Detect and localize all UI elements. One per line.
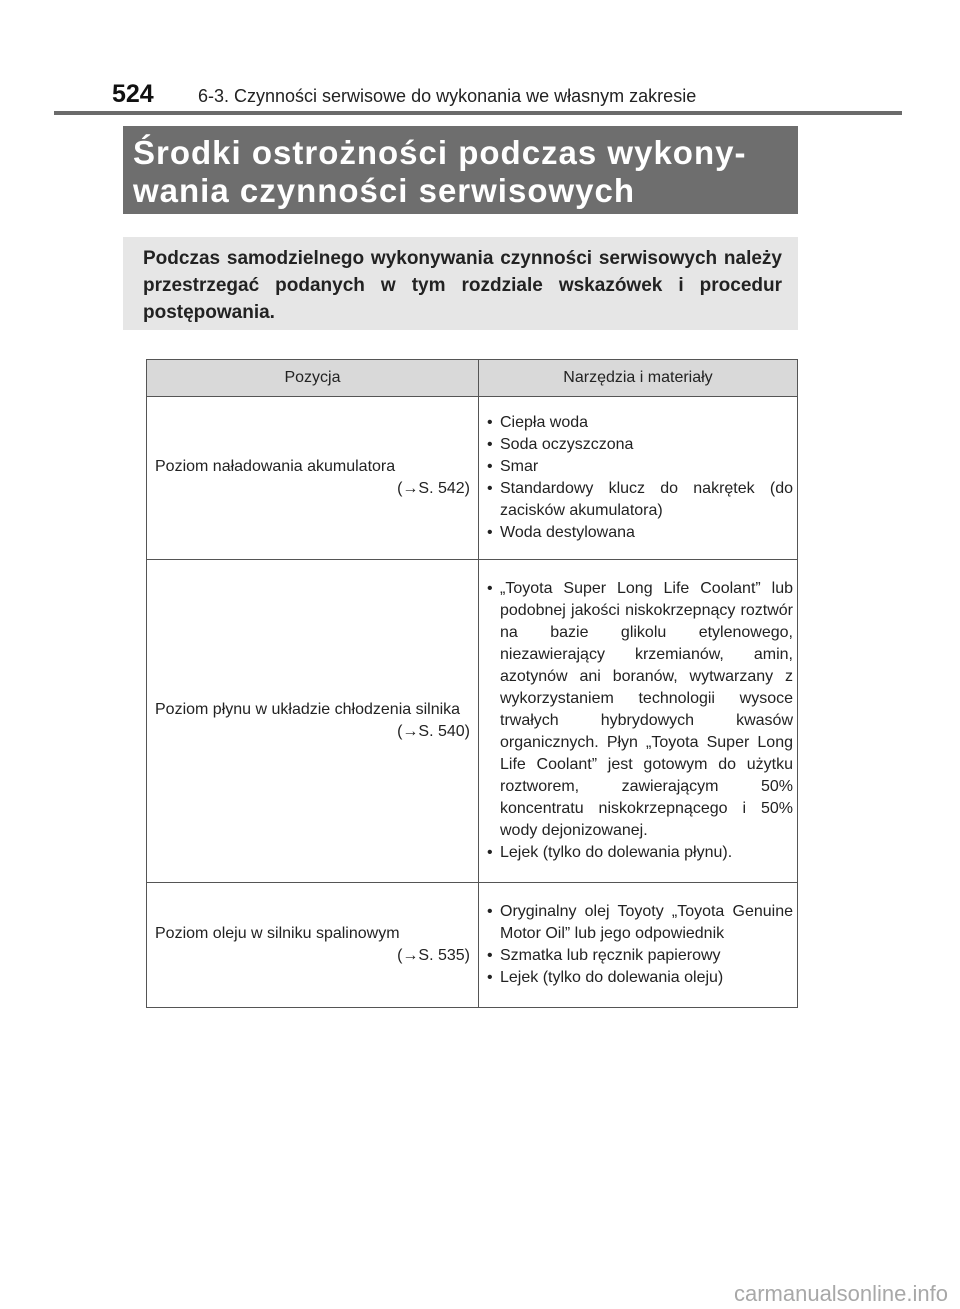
tools-table bbox=[146, 359, 798, 1008]
intro-text: Podczas samodzielnego wykonywania czynności serwisowych należy przestrzegać podanych w tym rozdziale wskazówek i procedur postępowania. bbox=[143, 248, 782, 323]
materials-cell bbox=[479, 397, 798, 560]
materials-cell bbox=[479, 883, 798, 1008]
page-title-line2: wania czynności serwisowych bbox=[133, 172, 636, 209]
position-text: Poziom oleju w silniku spalinowym bbox=[155, 925, 400, 942]
materials-list bbox=[487, 578, 793, 864]
header-position: Pozycja bbox=[147, 360, 479, 397]
list-item: • Oryginalny olej Toyoty „Toyota Genuine Motor Oil” lub jego odpowiednik bbox=[487, 901, 793, 945]
table-row bbox=[147, 397, 798, 560]
table-row bbox=[147, 560, 798, 883]
position-cell bbox=[147, 397, 479, 560]
page-reference: (→S. 542) bbox=[397, 480, 470, 497]
page-reference: (→S. 540) bbox=[397, 723, 470, 740]
list-item: • Woda destylowana bbox=[487, 522, 793, 544]
page-header bbox=[112, 80, 696, 109]
position-text: Poziom płynu w układzie chłodzenia silnika bbox=[155, 701, 461, 718]
header-materials: Narzędzia i materiały bbox=[479, 360, 798, 397]
page-title-line1: Środki ostrożności podczas wykony- bbox=[133, 134, 747, 171]
materials-list bbox=[487, 412, 793, 544]
list-item: • „Toyota Super Long Life Coolant” lub podobnej jakości niskokrzepnący roztwór na bazie glikolu etylenowego, niezawierający krzemianów, amin, azotynów ani boranów, wytwarzany z wykorzystaniem technologii wysoce trwałych hybrydowych kwasów organicznych. Płyn „Toyota Super Long Life Coolant” jest gotowym do użytku roztworem, zawierającym 50% koncentratu niskokrzepnącego i 50% wody dejonizowanej. bbox=[487, 578, 793, 842]
list-item: • Szmatka lub ręcznik papierowy bbox=[487, 945, 793, 967]
page-title bbox=[133, 134, 788, 210]
page-reference: (→S. 535) bbox=[397, 947, 470, 964]
position-cell bbox=[147, 883, 479, 1008]
section-title: 6-3. Czynności serwisowe do wykonania we własnym zakresie bbox=[198, 86, 697, 106]
list-item: • Standardowy klucz do nakrętek (do zacisków akumulatora) bbox=[487, 478, 793, 522]
position-text: Poziom naładowania akumulatora bbox=[155, 458, 396, 475]
list-item: • Smar bbox=[487, 456, 793, 478]
page-number: 524 bbox=[112, 80, 154, 108]
position-cell bbox=[147, 560, 479, 883]
table-row bbox=[147, 883, 798, 1008]
list-item: • Ciepła woda bbox=[487, 412, 793, 434]
intro-box bbox=[123, 237, 798, 330]
list-item: • Lejek (tylko do dolewania oleju) bbox=[487, 967, 793, 989]
list-item: • Soda oczyszczona bbox=[487, 434, 793, 456]
materials-list bbox=[487, 901, 793, 989]
title-box bbox=[123, 126, 798, 214]
watermark: carmanualsonline.info bbox=[733, 1281, 948, 1306]
header-rule bbox=[54, 111, 902, 115]
materials-cell bbox=[479, 560, 798, 883]
table-header-row bbox=[147, 360, 798, 397]
list-item: • Lejek (tylko do dolewania płynu). bbox=[487, 842, 793, 864]
